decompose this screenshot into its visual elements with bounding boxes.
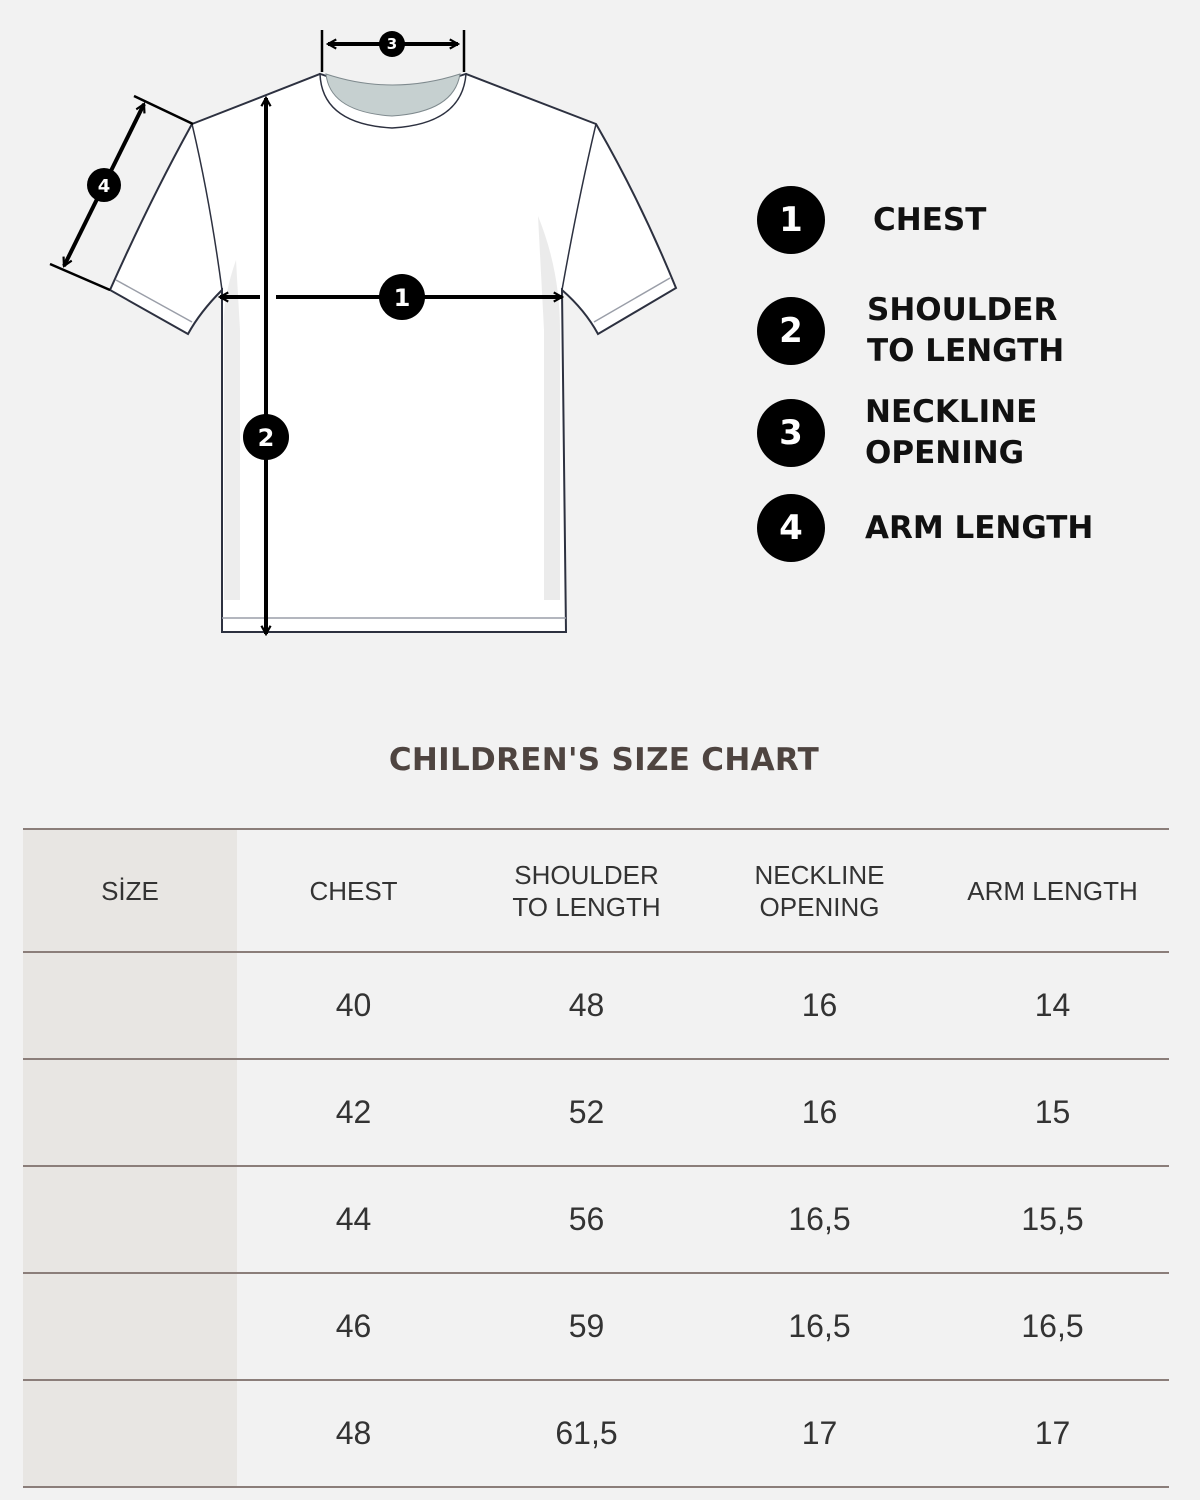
cell-shoulder-to-length: 56 xyxy=(568,1201,605,1237)
cell-neckline-opening: 16 xyxy=(801,987,838,1023)
cell-arm-length: 15,5 xyxy=(1021,1201,1084,1237)
cell-size xyxy=(23,1059,237,1166)
table-row xyxy=(23,1273,1169,1380)
cell-size xyxy=(23,1380,237,1487)
cell-chest: 48 xyxy=(335,1415,372,1451)
cell-size xyxy=(23,1166,237,1273)
cell-neckline-opening: 16,5 xyxy=(788,1308,851,1344)
cell-chest: 44 xyxy=(335,1201,372,1237)
cell-neckline-opening: 17 xyxy=(801,1415,838,1451)
cell-arm-length: 16,5 xyxy=(1021,1308,1084,1344)
legend-number-badge: 3 xyxy=(757,399,825,467)
table-row xyxy=(23,952,1169,1059)
cell-neckline-opening: 16 xyxy=(801,1094,838,1130)
diagram-marker-2: 2 xyxy=(257,424,275,452)
cell-arm-length: 15 xyxy=(1034,1094,1071,1130)
tshirt-diagram xyxy=(0,0,700,660)
header-size: SİZE xyxy=(23,829,237,952)
diagram-marker-3: 3 xyxy=(386,35,398,53)
chart-title: CHILDREN'S SIZE CHART xyxy=(388,742,820,778)
legend-label: CHEST xyxy=(873,201,987,238)
table-row xyxy=(23,1059,1169,1166)
legend-item-chest xyxy=(757,186,986,254)
table-row xyxy=(23,1166,1169,1273)
legend-item-arm-length xyxy=(757,494,1093,562)
cell-shoulder-to-length: 59 xyxy=(568,1308,605,1344)
diagram-marker-4: 4 xyxy=(97,176,111,197)
cell-size xyxy=(23,952,237,1059)
cell-chest: 40 xyxy=(335,987,372,1023)
tshirt-outline xyxy=(110,74,676,632)
cell-shoulder-to-length: 48 xyxy=(568,987,605,1023)
cell-size xyxy=(23,1273,237,1380)
cell-neckline-opening: 16,5 xyxy=(788,1201,851,1237)
legend-item-neckline-opening xyxy=(757,392,1037,474)
legend-number-badge: 1 xyxy=(757,186,825,254)
legend-item-shoulder-to-length xyxy=(757,290,1064,372)
header-chest: CHEST xyxy=(309,875,398,906)
table-header-row xyxy=(23,829,1169,952)
cell-arm-length: 14 xyxy=(1034,987,1071,1023)
cell-arm-length: 17 xyxy=(1034,1415,1071,1451)
size-table xyxy=(23,828,1169,1488)
legend-number-badge: 4 xyxy=(757,494,825,562)
table-row xyxy=(23,1380,1169,1487)
diagram-marker-1: 1 xyxy=(393,284,411,312)
legend-number-badge: 2 xyxy=(757,297,825,365)
header-shoulder-to-length: SHOULDER TO LENGTH xyxy=(512,859,661,922)
cell-chest: 42 xyxy=(335,1094,372,1130)
cell-shoulder-to-length: 61,5 xyxy=(555,1415,618,1451)
legend-label: SHOULDER TO LENGTH xyxy=(867,292,1065,369)
cell-shoulder-to-length: 52 xyxy=(568,1094,605,1130)
header-arm-length: ARM LENGTH xyxy=(967,875,1138,906)
cell-chest: 46 xyxy=(335,1308,372,1344)
header-neckline-opening: NECKLINE OPENING xyxy=(754,859,885,922)
legend-label: ARM LENGTH xyxy=(865,509,1094,546)
legend-label: NECKLINE OPENING xyxy=(865,394,1038,471)
